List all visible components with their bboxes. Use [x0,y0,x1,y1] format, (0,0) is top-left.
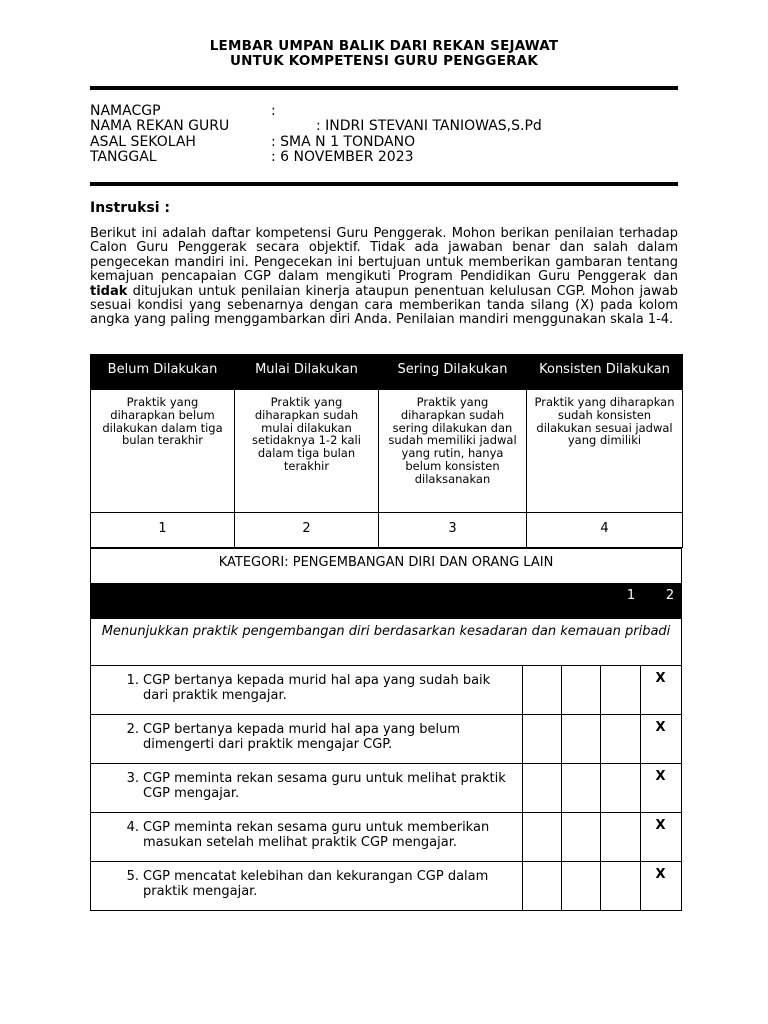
scale-number-cell: 3 [379,513,527,548]
rating-column-label: 1 [626,588,636,603]
item-number: 5. [126,869,139,884]
rekan-guru-value: : INDRI STEVANI TANIOWAS,S.Pd [316,118,542,134]
rating-cell-3[interactable] [600,764,640,812]
form-title-line2: UNTUK KOMPETENSI GURU PENGGERAK [229,53,539,69]
assessment-item-row [90,862,682,911]
rating-cell-1[interactable] [522,666,562,714]
rating-cell-3[interactable] [600,666,640,714]
item-number: 1. [126,673,139,688]
scale-description-cell: Praktik yang diharapkan sudah konsisten dilakukan sesuai jadwal yang dimiliki [527,390,683,513]
rating-cell-3[interactable] [600,862,640,910]
scale-header-row [91,355,683,390]
scale-description-cell: Praktik yang diharapkan belum dilakukan dalam tiga bulan terakhir [91,390,235,513]
rating-cell-4[interactable]: X [640,715,680,763]
item-text: CGP mencatat kelebihan dan kekurangan CGP dalam praktik mengajar. [143,869,489,899]
rating-cell-2[interactable] [561,862,601,910]
item-text: CGP bertanya kepada murid hal apa yang sudah baik dari praktik mengajar. [143,673,491,703]
instructions-heading: Instruksi : [90,200,170,216]
namacgp-label: NAMACGP [90,103,161,119]
tanggal-label: TANGGAL [90,149,157,165]
rating-cell-1[interactable] [522,862,562,910]
rating-cell-1[interactable] [522,813,562,861]
item-text: CGP meminta rekan sesama guru untuk melihat praktik CGP mengajar. [143,771,506,801]
scale-header-cell: Belum Dilakukan [91,355,235,390]
rating-cell-3[interactable] [600,715,640,763]
assessment-item-row [90,715,682,764]
instructions-text-part1: Berikut ini adalah daftar kompetensi Guru Penggerak. Mohon berikan penilaian terhadap Calon Guru Penggerak secara objektif. Tidak ada jawaban benar dan salah dalam pengecekan mandiri ini. Pengecekan ini bertujuan untuk memberikan gambaran tentang kemajuan pencapaian CGP dalam mengikuti Program Pendidikan Guru Penggerak dan [90,226,678,285]
rating-cell-4[interactable]: X [640,666,680,714]
scale-description-row [91,390,683,513]
item-text: CGP meminta rekan sesama guru untuk memberikan masukan setelah melihat praktik CGP mengajar. [143,820,490,850]
scale-number-cell: 1 [91,513,235,548]
assessment-item-row [90,666,682,715]
scale-legend-table [90,354,683,548]
rating-column-label: 4 [745,588,755,603]
rating-cell-2[interactable] [561,666,601,714]
scale-number-cell: 2 [235,513,379,548]
scale-header-cell: Mulai Dilakukan [235,355,379,390]
scale-header-cell: Konsisten Dilakukan [527,355,683,390]
rating-cell-2[interactable] [561,764,601,812]
rating-column-label: 2 [665,588,675,603]
form-title-line1: LEMBAR UMPAN BALIK DARI REKAN SEJAWAT [209,38,559,54]
rating-cell-3[interactable] [600,813,640,861]
top-divider [90,86,678,90]
rating-cell-1[interactable] [522,715,562,763]
rating-cell-4[interactable]: X [640,764,680,812]
instructions-paragraph [90,227,678,328]
category-title: KATEGORI: PENGEMBANGAN DIRI DAN ORANG LAIN [90,548,682,584]
scale-header-cell: Sering Dilakukan [379,355,527,390]
scale-number-row [91,513,683,548]
asal-sekolah-label: ASAL SEKOLAH [90,134,196,150]
rating-cell-2[interactable] [561,813,601,861]
assessment-item-row [90,764,682,813]
rating-column-header [90,584,755,618]
rekan-guru-label: NAMA REKAN GURU [90,118,230,134]
item-text: CGP bertanya kepada murid hal apa yang belum dimengerti dari praktik mengajar CGP. [143,722,461,752]
instructions-text-bold: tidak [90,283,128,299]
item-number: 4. [126,820,139,835]
category-subtitle: Menunjukkan praktik pengembangan diri berdasarkan kesadaran dan kemauan pribadi [90,618,682,666]
scale-description-cell: Praktik yang diharapkan sudah sering dilakukan dan sudah memiliki jadwal yang rutin, hanya belum konsisten dilaksanakan [379,390,527,513]
assessment-item-row [90,813,682,862]
rating-column-label: 3 [705,588,715,603]
tanggal-value: : 6 NOVEMBER 2023 [271,149,414,165]
item-number: 3. [126,771,139,786]
namacgp-value: : [271,103,276,119]
asal-sekolah-value: : SMA N 1 TONDANO [271,134,416,150]
rating-cell-1[interactable] [522,764,562,812]
bottom-divider [90,182,678,186]
rating-cell-4[interactable]: X [640,813,680,861]
scale-number-cell: 4 [527,513,683,548]
instructions-text-part2: ditujukan untuk penilaian kinerja ataupun penentuan kelulusan CGP. Mohon jawab sesuai kondisi yang sebenarnya dengan cara memberikan tanda silang (X) pada kolom angka yang paling menggambarkan diri Anda. Penilaian mandiri menggunakan skala 1-4. [90,283,678,328]
rating-cell-2[interactable] [561,715,601,763]
item-number: 2. [126,722,139,737]
rating-cell-4[interactable]: X [640,862,680,910]
scale-description-cell: Praktik yang diharapkan sudah mulai dilakukan setidaknya 1-2 kali dalam tiga bulan terakhir [235,390,379,513]
